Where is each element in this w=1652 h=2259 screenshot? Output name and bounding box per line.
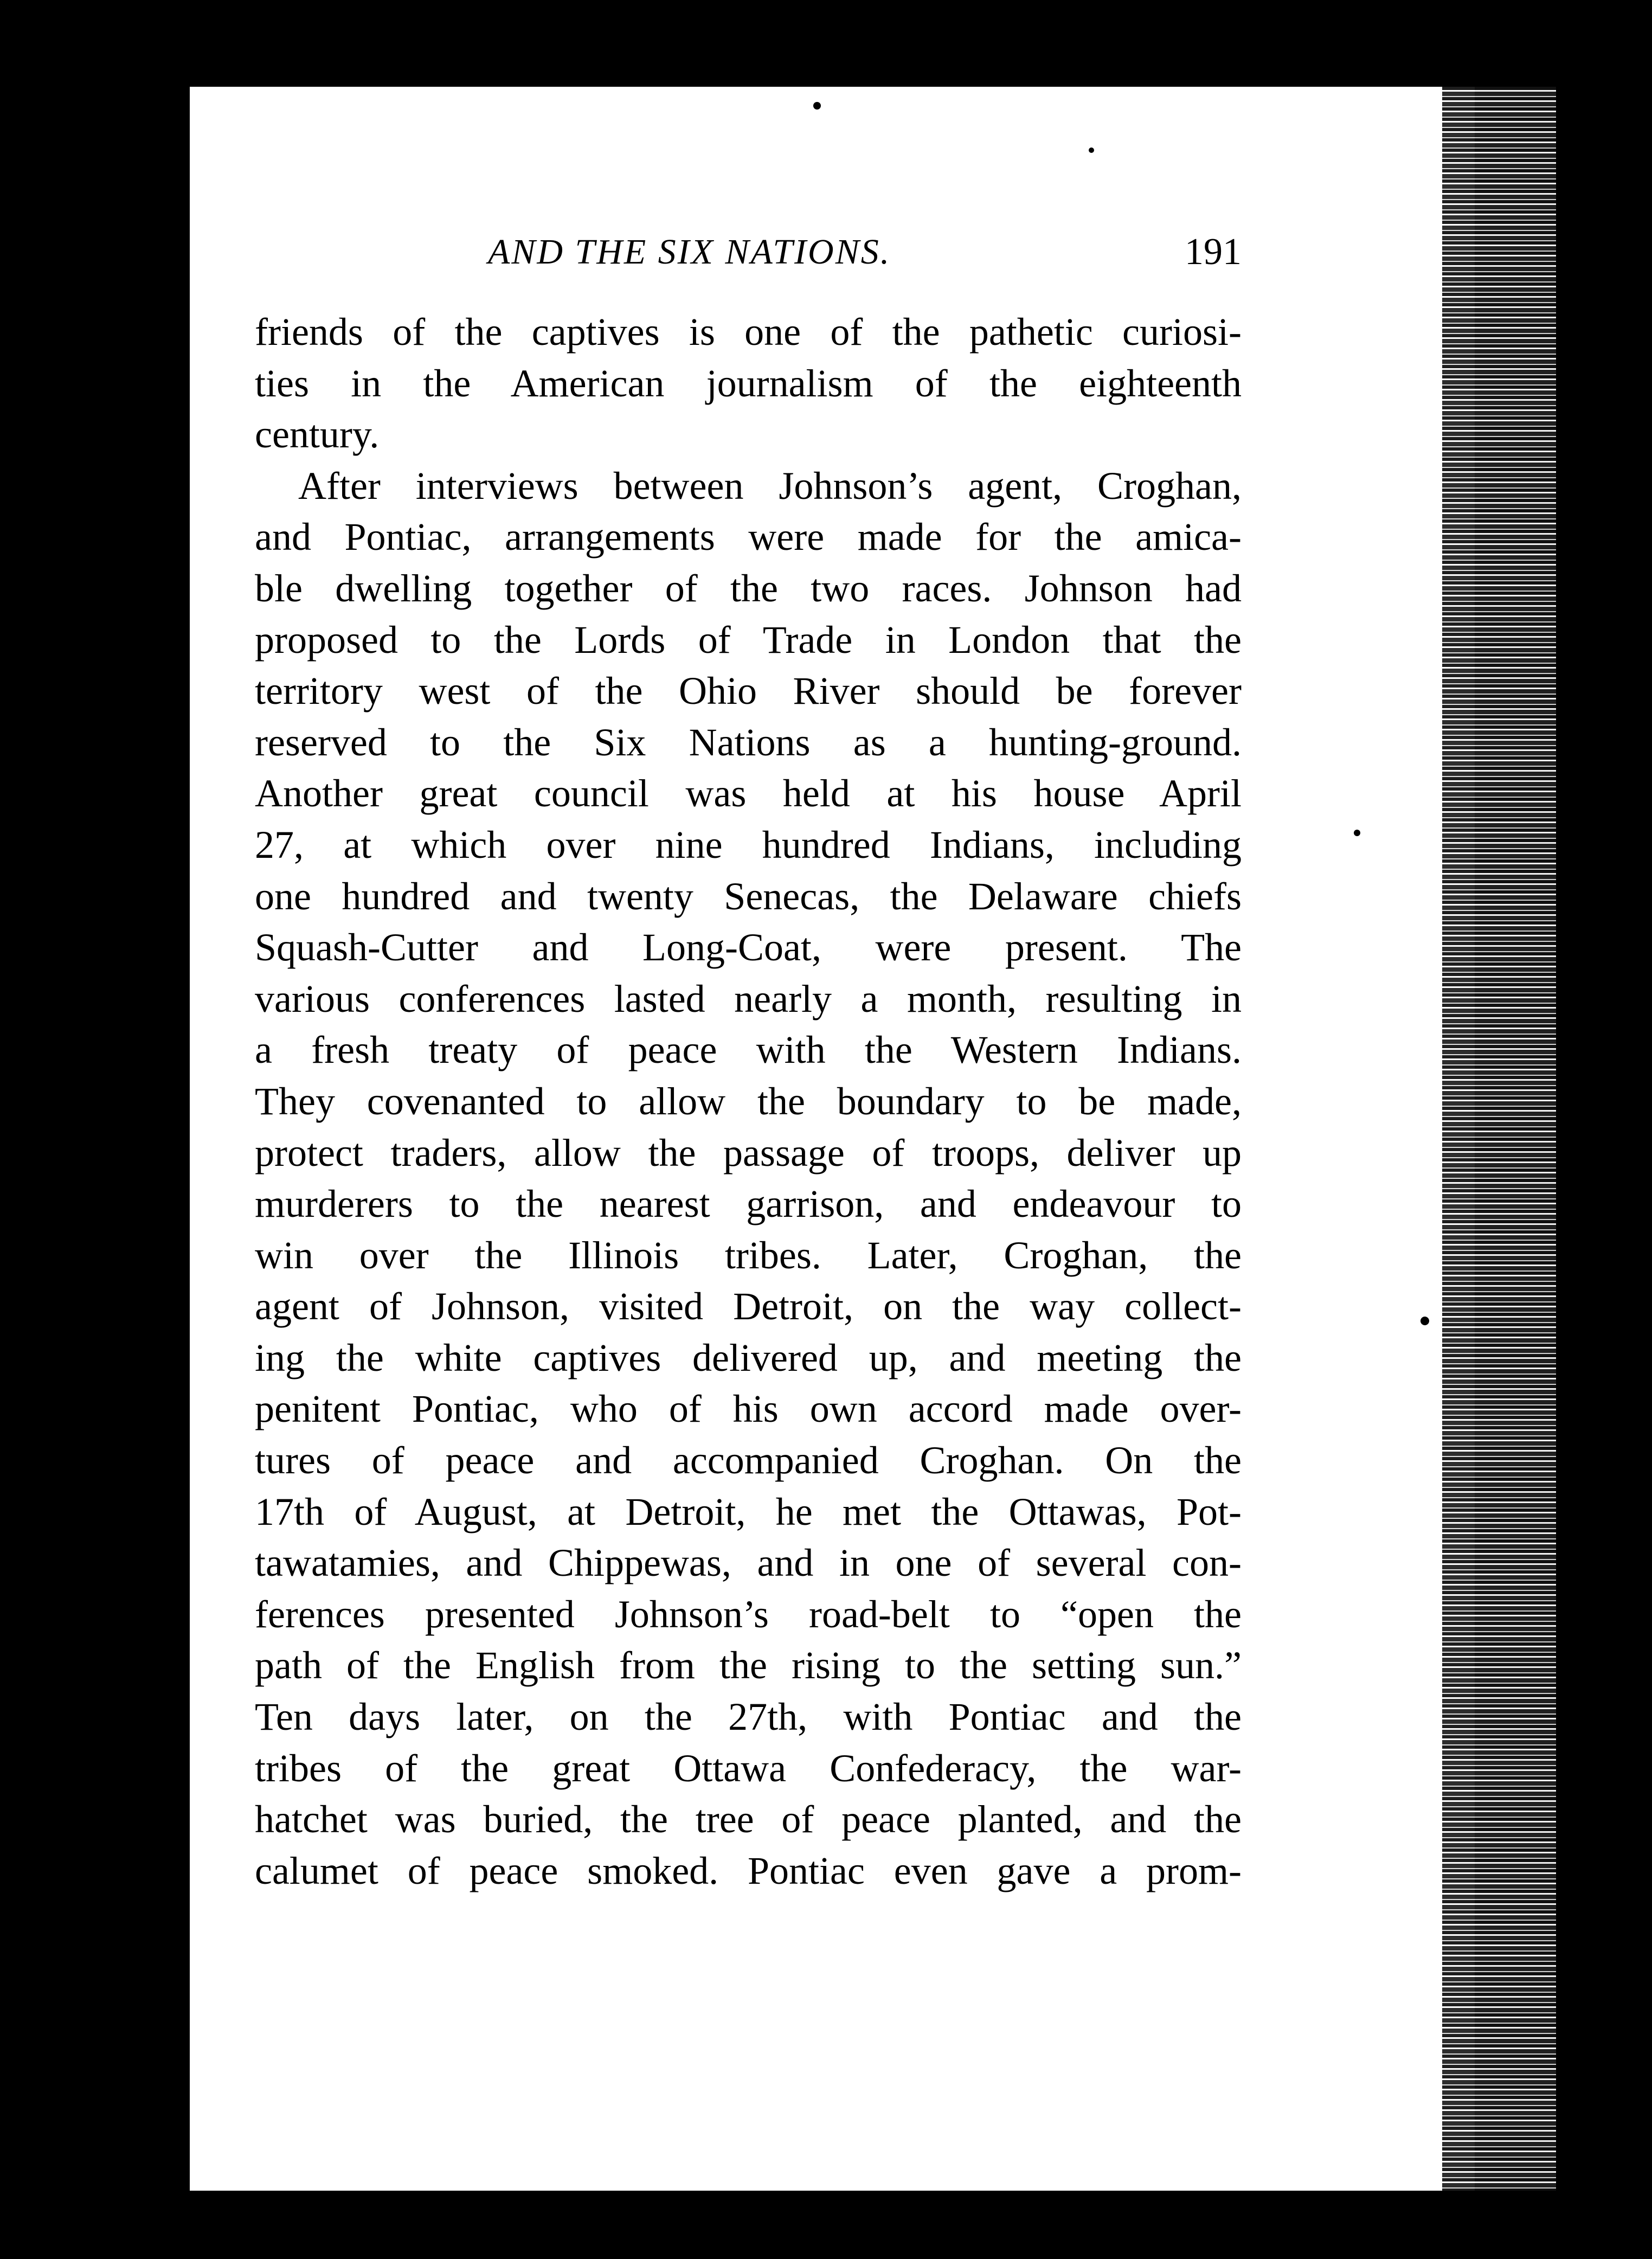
- text-line: They covenanted to allow the boundary to be made,: [255, 1079, 1242, 1123]
- text-line: Ten days later, on the 27th, with Pontiac and the: [255, 1695, 1242, 1739]
- text-line: 17th of August, at Detroit, he met the Ottawas, Pot-: [255, 1490, 1242, 1533]
- text-line: century.: [255, 413, 380, 457]
- text-line: tures of peace and accompanied Croghan. On the: [255, 1439, 1242, 1483]
- text-line: calumet of peace smoked. Pontiac even gave a prom-: [255, 1849, 1242, 1892]
- text-line: 27, at which over nine hundred Indians, including: [255, 823, 1242, 867]
- body-text: [255, 306, 1242, 1896]
- scan-speck: [813, 102, 821, 110]
- scan-speck: [1354, 830, 1360, 836]
- text-line: After interviews between Johnson’s agent, Croghan,: [298, 464, 1242, 508]
- text-line: tribes of the great Ottawa Confederacy, the war-: [255, 1746, 1242, 1790]
- text-line: ties in the American journalism of the eighteenth: [255, 361, 1242, 405]
- text-line: various conferences lasted nearly a month, resulting in: [255, 977, 1242, 1021]
- text-line: agent of Johnson, visited Detroit, on the way collect-: [255, 1285, 1242, 1329]
- text-line: reserved to the Six Nations as a hunting-ground.: [255, 720, 1242, 764]
- page-number: 191: [1185, 231, 1242, 273]
- scan-speck: [1089, 147, 1094, 153]
- text-line: Another great council was held at his house April: [255, 772, 1242, 816]
- text-line: ing the white captives delivered up, and meeting the: [255, 1336, 1242, 1379]
- text-line: friends of the captives is one of the pathetic curiosi-: [255, 310, 1242, 354]
- left-binding-shadow: [81, 76, 190, 2202]
- text-line: tawatamies, and Chippewas, and in one of several con-: [255, 1541, 1242, 1585]
- text-line: penitent Pontiac, who of his own accord made over-: [255, 1387, 1242, 1431]
- text-line: a fresh treaty of peace with the Western Indians.: [255, 1028, 1242, 1072]
- text-line: one hundred and twenty Senecas, the Delaware chiefs: [255, 874, 1242, 918]
- text-line: ferences presented Johnson’s road-belt to “open the: [255, 1592, 1242, 1636]
- text-line: murderers to the nearest garrison, and endeavour to: [255, 1182, 1242, 1226]
- right-page-edge: [1556, 76, 1652, 2202]
- running-head: AND THE SIX NATIONS.: [488, 232, 891, 272]
- text-line: proposed to the Lords of Trade in London that the: [255, 618, 1242, 662]
- text-line: path of the English from the rising to the setting sun.”: [255, 1644, 1242, 1687]
- text-line: win over the Illinois tribes. Later, Croghan, the: [255, 1233, 1242, 1277]
- text-line: Squash-Cutter and Long-Coat, were present. The: [255, 926, 1242, 970]
- text-line: protect traders, allow the passage of troops, deliver up: [255, 1131, 1242, 1175]
- scan-speck: [1420, 1317, 1429, 1325]
- text-line: hatchet was buried, the tree of peace planted, and the: [255, 1798, 1242, 1841]
- right-gutter-shadow: [1442, 87, 1556, 2191]
- text-line: territory west of the Ohio River should be forever: [255, 669, 1242, 713]
- page-header: [255, 228, 1242, 287]
- text-line: and Pontiac, arrangements were made for the amica-: [255, 515, 1242, 559]
- text-line: ble dwelling together of the two races. Johnson had: [255, 566, 1242, 610]
